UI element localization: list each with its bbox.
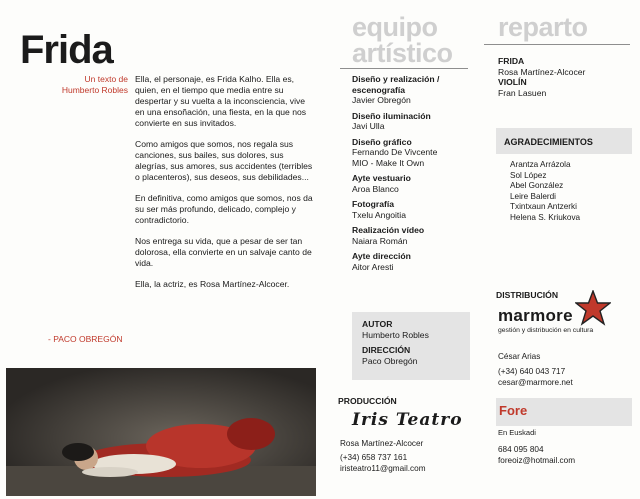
marmore-tagline: gestión y distribución en cultura (498, 327, 594, 334)
credit-6 (352, 225, 472, 246)
credit-role: Diseño iluminación (352, 110, 431, 121)
marmore-logo: marmore (498, 306, 573, 325)
reparto-heading: reparto (498, 12, 588, 42)
credit-name: Javier Obregón (352, 95, 411, 105)
reparto-divider (484, 44, 630, 45)
agradecimientos-header (496, 128, 632, 154)
credit-name: Aitor Aresti (352, 261, 394, 272)
credit-5 (352, 199, 472, 220)
produccion-contact-name: Rosa Martínez-Alcocer (340, 439, 424, 448)
intro-paragraph-5: Ella, la actriz, es Rosa Martínez-Alcocer. (135, 279, 290, 289)
fore-contact-email: foreoiz@hotmail.com (498, 456, 576, 465)
equipo-divider (340, 68, 468, 69)
equipo-heading-line-1: equipo (352, 12, 438, 42)
produccion-label: PRODUCCIÓN (338, 396, 397, 406)
produccion-contact-phone: (+34) 658 737 161 (340, 453, 408, 462)
agradecimiento-item: Helena S. Kriukova (510, 212, 581, 222)
credit-name: Javi Ulla (352, 121, 385, 131)
equipo-heading (352, 14, 453, 66)
fore-contact (498, 444, 575, 466)
credit-role: Diseño gráfico (352, 136, 412, 147)
signature: - PACO OBREGÓN (48, 334, 123, 344)
autor-name: Humberto Robles (362, 329, 429, 340)
performance-photo-graphic (6, 368, 316, 496)
credit-name: Fernando De Vivcente (352, 147, 438, 157)
equipo-heading-line-2: artístico (352, 38, 453, 68)
fore-contact-phone: 684 095 804 (498, 445, 544, 454)
distribucion-contact-email: cesar@marmore.net (498, 378, 573, 387)
subtitle-line-2: Humberto Robles (61, 85, 128, 95)
credit-name: MIO - Make It Own (352, 157, 425, 168)
agradecimientos-title: AGRADECIMIENTOS (504, 137, 593, 147)
agradecimiento-item: Abel González (510, 181, 564, 191)
distribucion-contact-phone: (+34) 640 043 717 (498, 367, 566, 376)
credits-list (352, 74, 472, 272)
cast-name-violin: Fran Lasuen (498, 87, 547, 98)
cast-role-violin: VIOLÍN (498, 77, 527, 87)
distribucion-contact-name: César Arias (498, 352, 541, 361)
subtitle (60, 74, 128, 96)
credit-7 (352, 251, 472, 272)
credit-4 (352, 173, 472, 194)
credit-role: Ayte dirección (352, 251, 411, 261)
agradecimiento-item: Txintxaun Antzerki (510, 202, 577, 212)
cast-list (498, 56, 585, 98)
credit-1 (352, 74, 472, 106)
distribucion-contact (498, 351, 573, 388)
direccion-name: Paco Obregón (362, 355, 418, 366)
credit-role: Realización vídeo (352, 225, 425, 235)
intro-paragraph-3: En definitiva, como amigos que somos, nos da su ser más profundo, delicado, complejo y contradictorio. (135, 193, 313, 225)
credit-name: Naiara Román (352, 235, 408, 246)
cast-name-frida: Rosa Martínez-Alcocer (498, 66, 586, 77)
credit-role: Ayte vestuario (352, 173, 411, 183)
intro-paragraph-1: Ella, el personaje, es Frida Kalho. Ella es, quien, en el tiempo que media entre su despertar y su vuelta a la inconsciencia, vive en una ensoñación, una fiesta, en la que nos convierte en sus invitados. (135, 74, 307, 128)
intro-text (135, 74, 315, 300)
subtitle-line-1: Un texto de (84, 74, 128, 84)
produccion-contact-email: iristeatro11@gmail.com (340, 464, 426, 473)
credit-name: Aroa Blanco (352, 183, 399, 194)
star-icon (575, 290, 611, 331)
fore-sub: En Euskadi (498, 428, 536, 437)
credit-3 (352, 137, 472, 169)
fore-title: Fore (499, 403, 528, 418)
cast-role-frida: FRIDA (498, 56, 525, 66)
agradecimiento-item: Sol López (510, 170, 547, 180)
direccion-role: DIRECCIÓN (362, 345, 411, 355)
agradecimientos-list (510, 160, 580, 224)
produccion-contact (340, 438, 426, 474)
agradecimiento-item: Leire Balerdi (510, 191, 556, 201)
performance-photo (6, 368, 316, 496)
fore-header (496, 398, 632, 426)
distribucion-label: DISTRIBUCIÓN (496, 290, 559, 300)
intro-paragraph-4: Nos entrega su vida, que a pesar de ser tan dolorosa, ella convierte en un salvaje canto de vida. (135, 236, 312, 268)
credit-role: Diseño y realización / escenografía (352, 74, 440, 95)
credit-2 (352, 111, 472, 132)
autor-role: AUTOR (362, 319, 393, 329)
iris-teatro-logo: Iris Teatro (352, 410, 463, 430)
credit-name: Txelu Angoitia (352, 209, 406, 220)
intro-paragraph-2: Como amigos que somos, nos regala sus canciones, sus bailes, sus dolores, sus alegrías, sus amores, sus accidentes (terribles o placenteros), sus deseos, sus debilidades... (135, 139, 313, 182)
agradecimiento-item: Arantza Arrázola (510, 160, 571, 169)
autor-direccion-block (352, 312, 470, 380)
credit-role: Fotografía (352, 199, 395, 209)
page-title: Frida (20, 28, 113, 72)
